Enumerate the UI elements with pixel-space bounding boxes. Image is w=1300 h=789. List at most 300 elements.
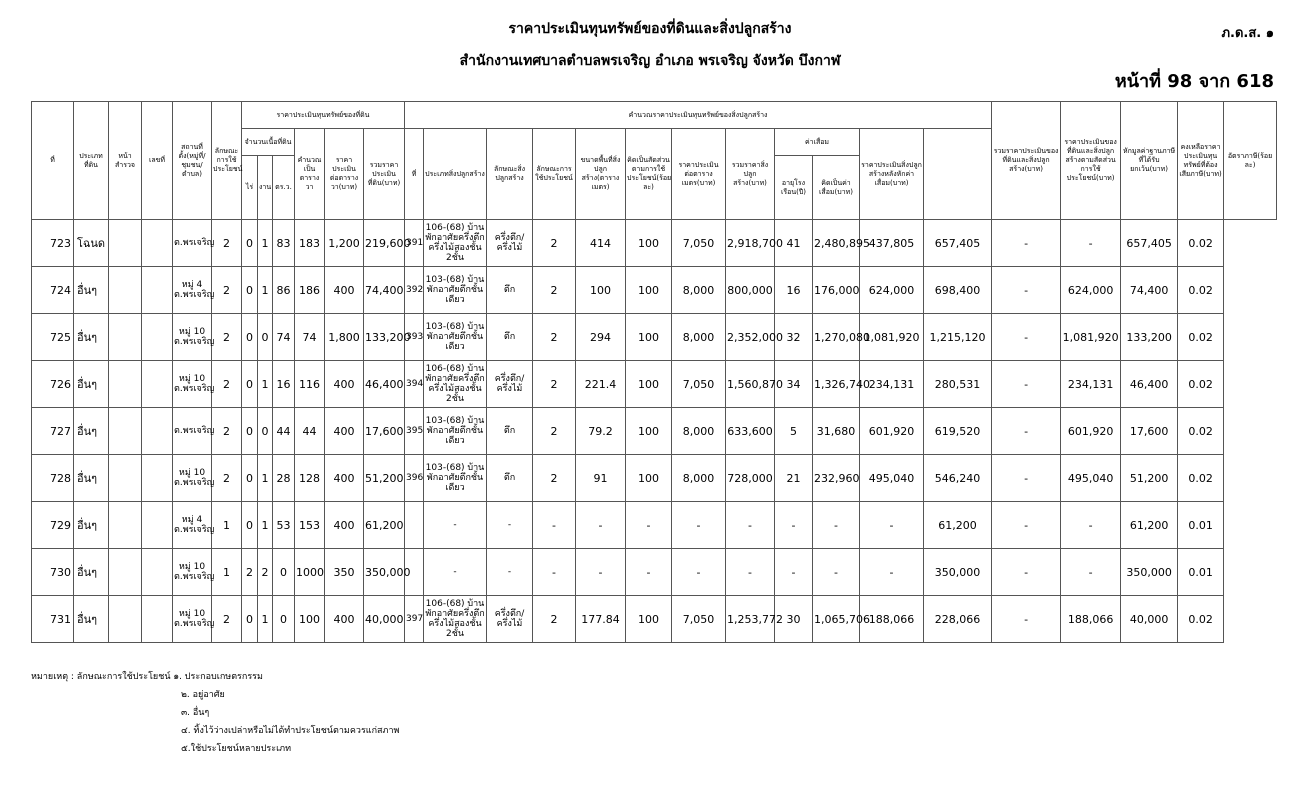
- cell-survey-page: [109, 267, 142, 314]
- note-item: ๑. ประกอบเกษตรกรรม: [173, 672, 263, 682]
- cell-b-nature: ครึ่งตึก/ครึ่งไม้: [487, 596, 533, 643]
- cell-deed-no: [142, 596, 173, 643]
- cell-b-use: 2: [533, 596, 576, 643]
- table-row: [32, 596, 1277, 643]
- cell-land-total: 40,000: [364, 596, 405, 643]
- table-row: [32, 267, 1277, 314]
- cell-land-type: อื่นๆ: [74, 596, 109, 643]
- cell-sq-wa: 74: [295, 314, 325, 361]
- cell-exempt: -: [1061, 502, 1121, 549]
- cell-b-area: 177.84: [576, 596, 626, 643]
- cell-sq-wa: 44: [295, 408, 325, 455]
- cell-b-type: 106-(68) บ้านพักอาศัยครึ่งตึกครึ่งไม้สองชั้น 2ชั้น: [424, 220, 487, 267]
- cell-b-share: 100: [626, 596, 672, 643]
- cell-sum-total: 280,531: [924, 361, 992, 408]
- cell-sum-total: 1,215,120: [924, 314, 992, 361]
- col-ngan: งาน: [258, 156, 273, 220]
- cell-taxable: 61,200: [1121, 502, 1178, 549]
- cell-b-type: -: [424, 549, 487, 596]
- cell-land-type: อื่นๆ: [74, 408, 109, 455]
- col-share-value: ราคาประเมินของที่ดินและสิ่งปลูกสร้างตามสัดส่วนการใช้ประโยชน์(บาท): [1061, 102, 1121, 220]
- col-location: สถานที่ตั้ง(หมู่ที่/ชุมชน/ตำบล): [173, 102, 212, 220]
- cell-survey-page: [109, 220, 142, 267]
- cell-land-type: อื่นๆ: [74, 502, 109, 549]
- cell-dep-value: -: [813, 502, 860, 549]
- cell-land-use: 2: [212, 361, 242, 408]
- cell-land-total: 74,400: [364, 267, 405, 314]
- cell-share-value: -: [992, 549, 1061, 596]
- col-no: ที่: [32, 102, 74, 220]
- cell-b-type: 103-(68) บ้านพักอาศัยตึกชั้นเดียว: [424, 455, 487, 502]
- cell-location: หมู่ 10 ต.พรเจริญ: [173, 455, 212, 502]
- cell-b-share: 100: [626, 408, 672, 455]
- cell-land-use: 2: [212, 408, 242, 455]
- assessment-table: [31, 101, 1277, 643]
- cell-wa: 83: [273, 220, 295, 267]
- col-depreciation-value: คิดเป็นค่าเสื่อม(บาท): [813, 156, 860, 220]
- col-building-age: อายุโรงเรือน(ปี): [775, 156, 813, 220]
- cell-b-after-dep: 188,066: [860, 596, 924, 643]
- cell-b-price-m2: 8,000: [672, 314, 726, 361]
- cell-taxable: 17,600: [1121, 408, 1178, 455]
- cell-b-type: 103-(68) บ้านพักอาศัยตึกชั้นเดียว: [424, 408, 487, 455]
- cell-land-use: 2: [212, 596, 242, 643]
- cell-b-age: 41: [775, 220, 813, 267]
- cell-sq-wa: 100: [295, 596, 325, 643]
- cell-share-value: -: [992, 361, 1061, 408]
- cell-no: 724: [32, 267, 74, 314]
- cell-b-nature: ตึก: [487, 267, 533, 314]
- cell-land-total: 350,000: [364, 549, 405, 596]
- cell-b-nature: ครึ่งตึก/ครึ่งไม้: [487, 361, 533, 408]
- cell-deed-no: [142, 361, 173, 408]
- cell-survey-page: [109, 502, 142, 549]
- col-building-share: คิดเป็นสัดส่วนตามการใช้ประโยชน์(ร้อยละ): [626, 129, 672, 220]
- cell-b-share: 100: [626, 455, 672, 502]
- cell-b-total: 1,560,870: [726, 361, 775, 408]
- cell-dep-value: 1,326,740: [813, 361, 860, 408]
- cell-b-share: -: [626, 502, 672, 549]
- col-building-no: ที่: [405, 129, 424, 220]
- cell-b-price-m2: 8,000: [672, 455, 726, 502]
- cell-rai: 2: [242, 549, 258, 596]
- cell-b-type: 106-(68) บ้านพักอาศัยครึ่งตึกครึ่งไม้สองชั้น 2ชั้น: [424, 596, 487, 643]
- cell-rate: 0.02: [1178, 314, 1224, 361]
- cell-rate: 0.01: [1178, 549, 1224, 596]
- col-building-area: ขนาดพื้นที่สิ่งปลูกสร้าง(ตารางเมตร): [576, 129, 626, 220]
- cell-deed-no: [142, 408, 173, 455]
- cell-ngan: 1: [258, 502, 273, 549]
- cell-price-per-wa: 400: [325, 455, 364, 502]
- note-item: ๒. อยู่อาศัย: [181, 690, 225, 700]
- cell-location: หมู่ 10 ต.พรเจริญ: [173, 549, 212, 596]
- cell-wa: 0: [273, 596, 295, 643]
- cell-deed-no: [142, 549, 173, 596]
- cell-dep-value: 1,270,080: [813, 314, 860, 361]
- cell-b-price-m2: -: [672, 549, 726, 596]
- cell-sq-wa: 128: [295, 455, 325, 502]
- cell-b-share: 100: [626, 220, 672, 267]
- cell-exempt: 234,131: [1061, 361, 1121, 408]
- cell-taxable: 40,000: [1121, 596, 1178, 643]
- col-land-total: รวมราคาประเมินที่ดิน(บาท): [364, 129, 405, 220]
- cell-b-no: 394: [405, 361, 424, 408]
- cell-no: 726: [32, 361, 74, 408]
- cell-wa: 0: [273, 549, 295, 596]
- cell-survey-page: [109, 549, 142, 596]
- cell-share-value: -: [992, 267, 1061, 314]
- cell-rate: 0.02: [1178, 220, 1224, 267]
- cell-b-type: 103-(68) บ้านพักอาศัยตึกชั้นเดียว: [424, 267, 487, 314]
- cell-b-nature: -: [487, 549, 533, 596]
- cell-rai: 0: [242, 596, 258, 643]
- table-row: [32, 220, 1277, 267]
- col-sq-wa: คำนวณเป็นตารางวา: [295, 129, 325, 220]
- cell-share-value: -: [992, 596, 1061, 643]
- cell-b-age: 30: [775, 596, 813, 643]
- cell-b-share: 100: [626, 267, 672, 314]
- col-wa: ตร.ว.: [273, 156, 295, 220]
- cell-b-use: 2: [533, 314, 576, 361]
- cell-b-age: 21: [775, 455, 813, 502]
- cell-rai: 0: [242, 267, 258, 314]
- cell-share-value: -: [992, 455, 1061, 502]
- cell-land-use: 1: [212, 549, 242, 596]
- cell-no: 728: [32, 455, 74, 502]
- cell-wa: 16: [273, 361, 295, 408]
- col-taxable: คงเหลือราคาประเมินทุนทรัพย์ที่ต้องเสียภาษี(บาท): [1178, 102, 1224, 220]
- cell-land-total: 61,200: [364, 502, 405, 549]
- cell-rate: 0.02: [1178, 267, 1224, 314]
- cell-b-use: 2: [533, 267, 576, 314]
- cell-b-after-dep: 437,805: [860, 220, 924, 267]
- cell-sum-total: 228,066: [924, 596, 992, 643]
- cell-survey-page: [109, 596, 142, 643]
- cell-b-no: 395: [405, 408, 424, 455]
- cell-rate: 0.02: [1178, 596, 1224, 643]
- col-exempt: หักมูลค่าฐานภาษีที่ได้รับยกเว้น(บาท): [1121, 102, 1178, 220]
- cell-survey-page: [109, 314, 142, 361]
- cell-price-per-wa: 400: [325, 502, 364, 549]
- cell-rate: 0.02: [1178, 455, 1224, 502]
- col-building-use: ลักษณะการใช้ประโยชน์: [533, 129, 576, 220]
- cell-b-total: -: [726, 549, 775, 596]
- cell-exempt: 1,081,920: [1061, 314, 1121, 361]
- form-code: ภ.ด.ส. ๑: [1221, 26, 1274, 41]
- cell-rai: 0: [242, 408, 258, 455]
- cell-b-use: -: [533, 549, 576, 596]
- cell-b-total: 800,000: [726, 267, 775, 314]
- cell-exempt: 601,920: [1061, 408, 1121, 455]
- cell-sum-total: 350,000: [924, 549, 992, 596]
- cell-b-age: 32: [775, 314, 813, 361]
- table-row: [32, 502, 1277, 549]
- notes-label: หมายเหตุ : ลักษณะการใช้ประโยชน์: [31, 672, 171, 682]
- cell-b-share: 100: [626, 314, 672, 361]
- cell-ngan: 1: [258, 455, 273, 502]
- cell-b-price-m2: 7,050: [672, 220, 726, 267]
- cell-land-total: 219,600: [364, 220, 405, 267]
- col-building-type: ประเภทสิ่งปลูกสร้าง: [424, 129, 487, 220]
- cell-location: หมู่ 10 ต.พรเจริญ: [173, 361, 212, 408]
- cell-b-total: 633,600: [726, 408, 775, 455]
- cell-no: 730: [32, 549, 74, 596]
- cell-b-price-m2: 8,000: [672, 408, 726, 455]
- cell-price-per-wa: 400: [325, 596, 364, 643]
- cell-sum-total: 657,405: [924, 220, 992, 267]
- cell-rai: 0: [242, 220, 258, 267]
- cell-no: 731: [32, 596, 74, 643]
- cell-land-use: 2: [212, 314, 242, 361]
- note-item: ๕.ใช้ประโยชน์หลายประเภท: [181, 744, 292, 754]
- cell-deed-no: [142, 502, 173, 549]
- cell-b-use: -: [533, 502, 576, 549]
- cell-b-age: 16: [775, 267, 813, 314]
- cell-survey-page: [109, 455, 142, 502]
- col-survey-page: หน้าสำรวจ: [109, 102, 142, 220]
- cell-share-value: -: [992, 408, 1061, 455]
- cell-sq-wa: 186: [295, 267, 325, 314]
- cell-deed-no: [142, 314, 173, 361]
- cell-b-no: 396: [405, 455, 424, 502]
- cell-b-no: 392: [405, 267, 424, 314]
- cell-share-value: -: [992, 502, 1061, 549]
- cell-land-use: 2: [212, 220, 242, 267]
- table-row: [32, 408, 1277, 455]
- cell-survey-page: [109, 361, 142, 408]
- cell-b-after-dep: 495,040: [860, 455, 924, 502]
- col-sum-total: รวมราคาประเมินของที่ดินและสิ่งปลูกสร้าง(บาท): [992, 102, 1061, 220]
- cell-sq-wa: 1000: [295, 549, 325, 596]
- cell-taxable: 350,000: [1121, 549, 1178, 596]
- cell-location: หมู่ 4 ต.พรเจริญ: [173, 267, 212, 314]
- cell-location: หมู่ 10 ต.พรเจริญ: [173, 596, 212, 643]
- cell-land-use: 1: [212, 502, 242, 549]
- group-land-assessment: ราคาประเมินทุนทรัพย์ของที่ดิน: [242, 102, 405, 129]
- cell-b-nature: ครึ่งตึก/ครึ่งไม้: [487, 220, 533, 267]
- cell-deed-no: [142, 220, 173, 267]
- cell-b-no: 393: [405, 314, 424, 361]
- cell-b-age: 5: [775, 408, 813, 455]
- cell-land-type: อื่นๆ: [74, 455, 109, 502]
- cell-b-no: 391: [405, 220, 424, 267]
- cell-taxable: 46,400: [1121, 361, 1178, 408]
- cell-sq-wa: 183: [295, 220, 325, 267]
- note-item: ๓. อื่นๆ: [181, 708, 210, 718]
- cell-wa: 28: [273, 455, 295, 502]
- cell-b-use: 2: [533, 220, 576, 267]
- cell-b-use: 2: [533, 455, 576, 502]
- cell-b-price-m2: -: [672, 502, 726, 549]
- cell-taxable: 657,405: [1121, 220, 1178, 267]
- cell-land-total: 46,400: [364, 361, 405, 408]
- cell-b-area: 100: [576, 267, 626, 314]
- cell-dep-value: 1,065,706: [813, 596, 860, 643]
- cell-b-total: 2,352,000: [726, 314, 775, 361]
- cell-b-type: -: [424, 502, 487, 549]
- cell-b-age: -: [775, 502, 813, 549]
- cell-b-total: -: [726, 502, 775, 549]
- cell-no: 725: [32, 314, 74, 361]
- cell-land-type: อื่นๆ: [74, 314, 109, 361]
- cell-b-after-dep: 234,131: [860, 361, 924, 408]
- col-land-type: ประเภทที่ดิน: [74, 102, 109, 220]
- cell-rai: 0: [242, 502, 258, 549]
- col-deed-no: เลขที่: [142, 102, 173, 220]
- cell-b-use: 2: [533, 408, 576, 455]
- cell-sq-wa: 116: [295, 361, 325, 408]
- cell-b-age: 34: [775, 361, 813, 408]
- cell-b-after-dep: 1,081,920: [860, 314, 924, 361]
- cell-exempt: -: [1061, 549, 1121, 596]
- cell-taxable: 51,200: [1121, 455, 1178, 502]
- col-building-total: รวมราคาสิ่งปลูกสร้าง(บาท): [726, 129, 775, 220]
- cell-rai: 0: [242, 455, 258, 502]
- col-after-depreciation: ราคาประเมินสิ่งปลูกสร้างหลังหักค่าเสื่อม(บาท): [860, 129, 924, 220]
- cell-land-use: 2: [212, 267, 242, 314]
- cell-b-total: 728,000: [726, 455, 775, 502]
- cell-b-nature: ตึก: [487, 408, 533, 455]
- cell-wa: 74: [273, 314, 295, 361]
- table-row: [32, 549, 1277, 596]
- cell-ngan: 0: [258, 314, 273, 361]
- cell-b-total: 2,918,700: [726, 220, 775, 267]
- cell-land-type: โฉนด: [74, 220, 109, 267]
- col-building-nature: ลักษณะสิ่งปลูกสร้าง: [487, 129, 533, 220]
- col-building-price-m2: ราคาประเมินต่อตารางเมตร(บาท): [672, 129, 726, 220]
- col-rate: อัตราภาษี(ร้อยละ): [1224, 102, 1277, 220]
- cell-ngan: 1: [258, 220, 273, 267]
- cell-ngan: 1: [258, 267, 273, 314]
- cell-dep-value: 31,680: [813, 408, 860, 455]
- cell-land-type: อื่นๆ: [74, 267, 109, 314]
- cell-price-per-wa: 350: [325, 549, 364, 596]
- cell-b-nature: ตึก: [487, 314, 533, 361]
- cell-b-after-dep: -: [860, 549, 924, 596]
- cell-deed-no: [142, 267, 173, 314]
- cell-b-no: [405, 502, 424, 549]
- cell-price-per-wa: 400: [325, 408, 364, 455]
- cell-ngan: 0: [258, 408, 273, 455]
- table-row: [32, 455, 1277, 502]
- office-name: สำนักงานเทศบาลตำบลพรเจริญ อำเภอ พรเจริญ จังหวัด บึงกาฬ: [459, 53, 841, 69]
- cell-b-type: 103-(68) บ้านพักอาศัยตึกชั้นเดียว: [424, 314, 487, 361]
- cell-no: 729: [32, 502, 74, 549]
- cell-b-no: 397: [405, 596, 424, 643]
- cell-land-total: 51,200: [364, 455, 405, 502]
- cell-taxable: 74,400: [1121, 267, 1178, 314]
- table-row: [32, 361, 1277, 408]
- group-land-area: จำนวนเนื้อที่ดิน: [242, 129, 295, 156]
- cell-exempt: 624,000: [1061, 267, 1121, 314]
- cell-b-price-m2: 7,050: [672, 361, 726, 408]
- cell-wa: 44: [273, 408, 295, 455]
- cell-taxable: 133,200: [1121, 314, 1178, 361]
- notes-section: [31, 668, 399, 758]
- cell-share-value: -: [992, 314, 1061, 361]
- cell-b-area: 294: [576, 314, 626, 361]
- cell-b-share: -: [626, 549, 672, 596]
- cell-land-type: อื่นๆ: [74, 549, 109, 596]
- cell-dep-value: 232,960: [813, 455, 860, 502]
- cell-land-use: 2: [212, 455, 242, 502]
- cell-b-nature: -: [487, 502, 533, 549]
- cell-price-per-wa: 1,800: [325, 314, 364, 361]
- cell-rai: 0: [242, 361, 258, 408]
- cell-deed-no: [142, 455, 173, 502]
- cell-sum-total: 619,520: [924, 408, 992, 455]
- cell-location: ต.พรเจริญ: [173, 220, 212, 267]
- cell-b-type: 106-(68) บ้านพักอาศัยครึ่งตึกครึ่งไม้สองชั้น 2ชั้น: [424, 361, 487, 408]
- cell-ngan: 2: [258, 549, 273, 596]
- cell-price-per-wa: 400: [325, 267, 364, 314]
- cell-location: หมู่ 10 ต.พรเจริญ: [173, 314, 212, 361]
- cell-b-after-dep: 624,000: [860, 267, 924, 314]
- cell-exempt: 495,040: [1061, 455, 1121, 502]
- cell-exempt: -: [1061, 220, 1121, 267]
- cell-rai: 0: [242, 314, 258, 361]
- cell-dep-value: -: [813, 549, 860, 596]
- table-body: [32, 220, 1277, 643]
- document-title: ราคาประเมินทุนทรัพย์ของที่ดินและสิ่งปลูกสร้าง: [508, 21, 792, 37]
- cell-b-after-dep: 601,920: [860, 408, 924, 455]
- cell-land-total: 17,600: [364, 408, 405, 455]
- cell-land-total: 133,200: [364, 314, 405, 361]
- col-price-per-wa: ราคาประเมินต่อตารางวา(บาท): [325, 129, 364, 220]
- cell-no: 727: [32, 408, 74, 455]
- cell-b-age: -: [775, 549, 813, 596]
- note-item: ๔. ทิ้งไว้ว่างเปล่าหรือไม่ได้ทำประโยชน์ตามควรแก่สภาพ: [181, 726, 400, 736]
- cell-b-nature: ตึก: [487, 455, 533, 502]
- cell-b-total: 1,253,772: [726, 596, 775, 643]
- cell-exempt: 188,066: [1061, 596, 1121, 643]
- cell-price-per-wa: 400: [325, 361, 364, 408]
- cell-ngan: 1: [258, 596, 273, 643]
- cell-wa: 53: [273, 502, 295, 549]
- cell-b-area: 79.2: [576, 408, 626, 455]
- cell-dep-value: 176,000: [813, 267, 860, 314]
- cell-b-after-dep: -: [860, 502, 924, 549]
- cell-b-share: 100: [626, 361, 672, 408]
- group-building-assessment: คำนวณราคาประเมินทุนทรัพย์ของสิ่งปลูกสร้าง: [405, 102, 992, 129]
- cell-b-area: 414: [576, 220, 626, 267]
- cell-sum-total: 546,240: [924, 455, 992, 502]
- group-depreciation: ค่าเสื่อม: [775, 129, 860, 156]
- page-number: หน้าที่ 98 จาก 618: [1114, 71, 1274, 92]
- cell-b-area: -: [576, 549, 626, 596]
- cell-b-use: 2: [533, 361, 576, 408]
- cell-no: 723: [32, 220, 74, 267]
- cell-ngan: 1: [258, 361, 273, 408]
- cell-location: ต.พรเจริญ: [173, 408, 212, 455]
- cell-rate: 0.02: [1178, 408, 1224, 455]
- cell-sq-wa: 153: [295, 502, 325, 549]
- cell-b-area: 221.4: [576, 361, 626, 408]
- cell-sum-total: 698,400: [924, 267, 992, 314]
- cell-location: หมู่ 4 ต.พรเจริญ: [173, 502, 212, 549]
- col-rai: ไร่: [242, 156, 258, 220]
- cell-sum-total: 61,200: [924, 502, 992, 549]
- cell-b-area: 91: [576, 455, 626, 502]
- cell-dep-value: 2,480,895: [813, 220, 860, 267]
- cell-wa: 86: [273, 267, 295, 314]
- cell-rate: 0.01: [1178, 502, 1224, 549]
- cell-b-price-m2: 7,050: [672, 596, 726, 643]
- cell-survey-page: [109, 408, 142, 455]
- cell-b-area: -: [576, 502, 626, 549]
- col-land-use: ลักษณะการใช้ประโยชน์: [212, 102, 242, 220]
- cell-price-per-wa: 1,200: [325, 220, 364, 267]
